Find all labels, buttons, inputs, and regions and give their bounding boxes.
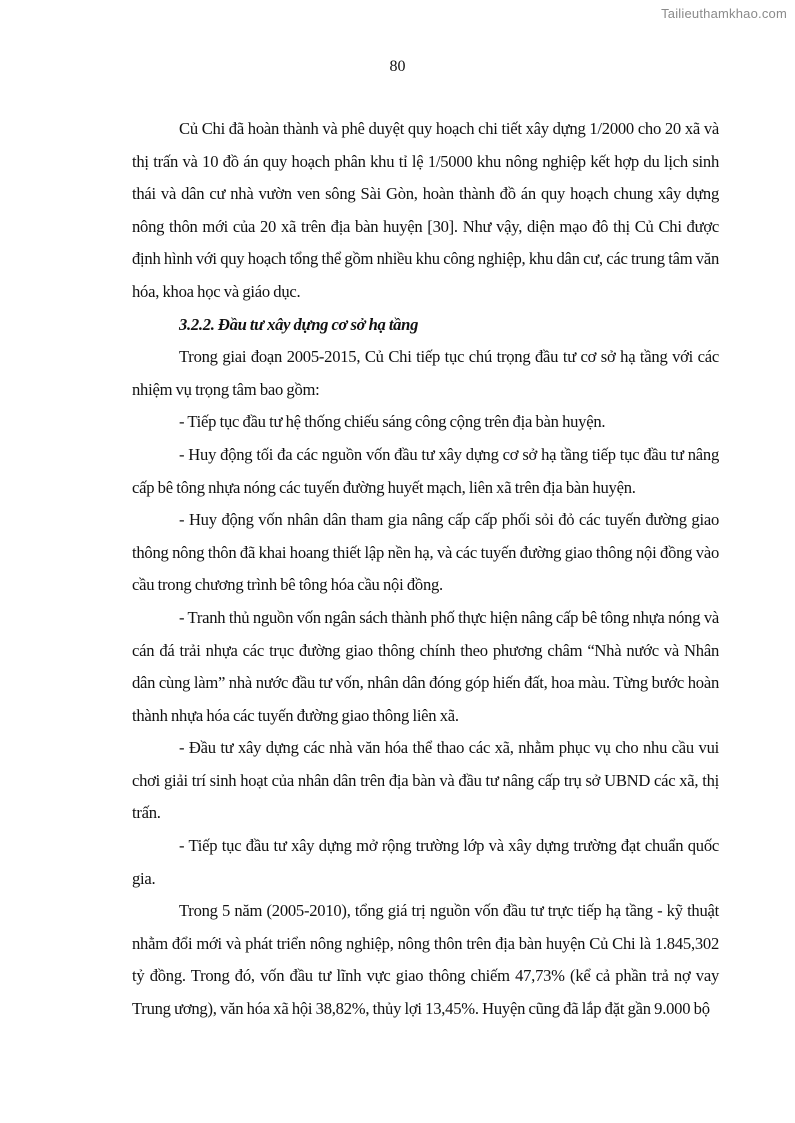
watermark: Tailieuthamkhao.com	[661, 6, 787, 21]
list-item: - Tranh thủ nguồn vốn ngân sách thành phố thực hiện nâng cấp bê tông nhựa nóng và cán đá trải nhựa các trục đường giao thông chính theo phương châm “Nhà nước và Nhân dân cùng làm” nhà nước đầu tư vốn, nhân dân đóng góp hiến đất, hoa màu. Từng bước hoàn thành nhựa hóa các tuyến đường giao thông liên xã.	[132, 607, 719, 725]
paragraph-von-dau-tu: Trong 5 năm (2005-2010), tổng giá trị nguồn vốn đầu tư trực tiếp hạ tầng - kỹ thuật nhằm đổi mới và phát triển nông nghiệp, nông thôn trên địa bàn huyện Củ Chi là 1.845,302 tỷ đồng. Trong đó, vốn đầu tư lĩnh vực giao thông chiếm 47,73% (kể cả phần trả nợ vay Trung ương), văn hóa xã hội 38,82%, thủy lợi 13,45%. Huyện cũng đã lắp đặt gần 9.000 bộ	[132, 901, 719, 1019]
page-body	[132, 113, 719, 1026]
page-number: 80	[389, 58, 406, 75]
list-item: - Đầu tư xây dựng các nhà văn hóa thể thao các xã, nhằm phục vụ cho nhu cầu vui chơi giải trí sinh hoạt của nhân dân trên địa bàn và đầu tư nâng cấp trụ sở UBND các xã, thị trấn.	[132, 738, 719, 823]
list-item: - Huy động vốn nhân dân tham gia nâng cấp cấp phối sỏi đỏ các tuyến đường giao thông nông thôn đã khai hoang thiết lập nền hạ, và các tuyến đường giao thông nội đồng vào cầu trong chương trình bê tông hóa cầu nội đồng.	[132, 510, 719, 595]
paragraph-intro: Trong giai đoạn 2005-2015, Củ Chi tiếp tục chú trọng đầu tư cơ sở hạ tầng với các nhiệm vụ trọng tâm bao gồm:	[132, 347, 719, 399]
section-heading: 3.2.2. Đầu tư xây dựng cơ sở hạ tầng	[179, 314, 419, 334]
paragraph-quy-hoach: Củ Chi đã hoàn thành và phê duyệt quy hoạch chi tiết xây dựng 1/2000 cho 20 xã và thị trấn và 10 đồ án quy hoạch phân khu tỉ lệ 1/5000 khu nông nghiệp kết hợp du lịch sinh thái và dân cư nhà vườn ven sông Sài Gòn, hoàn thành đồ án quy hoạch chung xây dựng nông thôn mới của 20 xã trên địa bàn huyện [30]. Như vậy, diện mạo đô thị Củ Chi được định hình với quy hoạch tổng thể gồm nhiều khu công nghiệp, khu dân cư, các trung tâm văn hóa, khoa học và giáo dục.	[132, 119, 719, 301]
list-item: - Tiếp tục đầu tư hệ thống chiếu sáng công cộng trên địa bàn huyện.	[179, 412, 606, 432]
list-item: - Tiếp tục đầu tư xây dựng mở rộng trường lớp và xây dựng trường đạt chuẩn quốc gia.	[132, 836, 719, 888]
list-item: - Huy động tối đa các nguồn vốn đầu tư xây dựng cơ sở hạ tầng tiếp tục đầu tư nâng cấp bê tông nhựa nóng các tuyến đường huyết mạch, liên xã trên địa bàn huyện.	[132, 444, 719, 497]
